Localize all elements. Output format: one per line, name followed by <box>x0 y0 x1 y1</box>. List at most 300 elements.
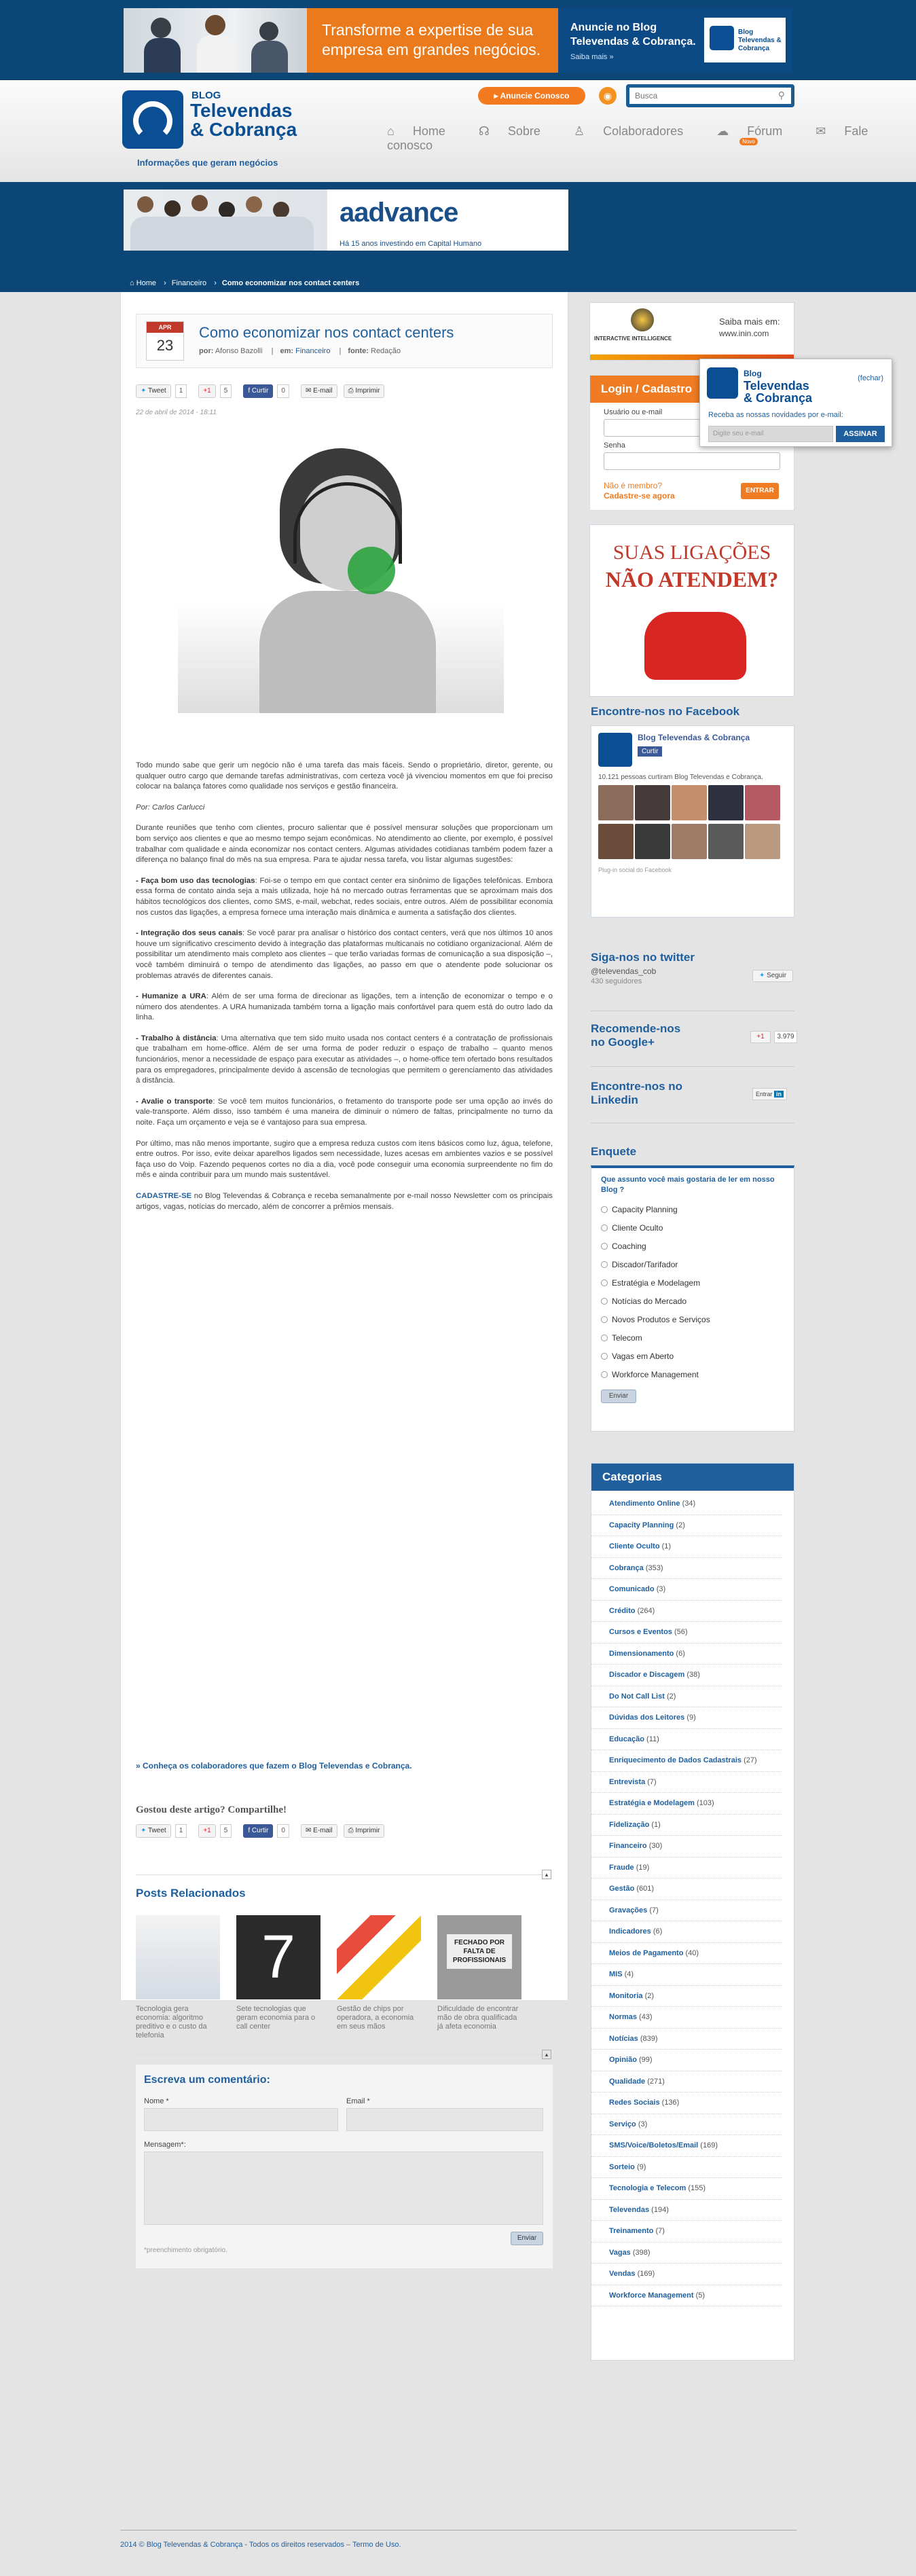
linkedin-icon: in <box>774 1091 784 1097</box>
radio-icon[interactable] <box>601 1280 608 1286</box>
category-count: (4) <box>624 1970 634 1978</box>
message-field[interactable] <box>144 2152 543 2225</box>
linkedin-button-label: Entrar <box>756 1091 773 1097</box>
category-item[interactable] <box>591 1665 782 1686</box>
divider <box>591 1066 794 1067</box>
category-name[interactable]: Normas <box>609 2013 637 2021</box>
poll-option[interactable] <box>591 1366 794 1384</box>
post-paragraph: Todo mundo sabe que gerir um negócio não é uma tarefa das mais fáceis. Sendo o proprietário, diretor, gerente, ou qualquer outro cargo que demande tarefas administrativas, com certeza você já vivenciou momentos em que foi preciso colocar na balança fatores como qualidade nos serviços e gestão financeira. <box>136 761 553 791</box>
poll-option[interactable] <box>591 1274 794 1292</box>
post-paragraph <box>136 992 553 1023</box>
gplus-widget-button[interactable]: +1 <box>750 1031 771 1043</box>
email-share-label: E-mail <box>313 1827 333 1834</box>
meta-source: Redação <box>371 347 401 355</box>
print-button[interactable] <box>344 384 385 398</box>
category-item[interactable] <box>591 1579 782 1601</box>
category-item[interactable] <box>591 1772 782 1794</box>
twitter-icon: ✦ <box>141 387 147 395</box>
category-count: (194) <box>651 2205 669 2214</box>
linkedin-title <box>591 1080 682 1107</box>
fb-like-button[interactable] <box>243 1824 273 1838</box>
category-count: (169) <box>637 2270 655 2278</box>
tip-title: - Humanize a URA <box>136 992 206 1001</box>
related-post-item[interactable] <box>136 1915 220 2040</box>
fb-plugin-label: Plug-in social do Facebook <box>598 867 672 873</box>
top-ad-band <box>0 0 916 80</box>
category-name[interactable]: Dimensionamento <box>609 1649 674 1658</box>
fb-like-count: 0 <box>277 1824 289 1838</box>
category-count: (2) <box>644 1991 655 2000</box>
aadvance-banner[interactable] <box>124 189 568 251</box>
category-name[interactable]: MIS <box>609 1970 623 1978</box>
category-item[interactable] <box>591 1900 782 1922</box>
category-item[interactable] <box>591 2029 782 2050</box>
email-share-button[interactable] <box>301 384 337 398</box>
nav-home-label: Home <box>412 124 445 138</box>
nav-sobre[interactable] <box>479 124 555 138</box>
category-name[interactable]: Entrevista <box>609 1777 646 1786</box>
category-name[interactable]: Tecnologia e Telecom <box>609 2184 686 2192</box>
category-name[interactable]: Educação <box>609 1735 644 1743</box>
popup-title-1: Televendas <box>744 379 809 393</box>
search-icon[interactable]: ⚲ <box>777 90 785 101</box>
category-name[interactable]: Do Not Call List <box>609 1692 665 1701</box>
nav-home[interactable] <box>387 124 460 138</box>
red-phone-icon <box>644 612 746 680</box>
email-label: Email * <box>346 2097 370 2105</box>
poll-option-label: Workforce Management <box>612 1370 699 1379</box>
category-item[interactable] <box>591 1964 782 1986</box>
category-count: (155) <box>688 2184 706 2192</box>
related-post-image-text: FECHADO POR FALTA DE PROFISSIONAIS <box>447 1934 512 1969</box>
scroll-top-icon[interactable]: ▴ <box>542 2050 551 2059</box>
gplus-widget-count: 3.979 <box>774 1031 797 1043</box>
radio-icon[interactable] <box>601 1353 608 1360</box>
post-body <box>136 761 553 1222</box>
phone-ad-line2: NÃO ATENDEM? <box>605 567 779 592</box>
facebook-widget <box>591 725 794 918</box>
category-name[interactable]: Atendimento Online <box>609 1500 680 1508</box>
poll-submit-button[interactable]: Enviar <box>601 1390 636 1403</box>
fb-like-button[interactable] <box>243 384 273 398</box>
category-item[interactable] <box>591 2007 782 2029</box>
post-paragraph <box>136 1191 553 1212</box>
linkedin-button[interactable] <box>752 1088 787 1100</box>
meta-author[interactable]: Afonso Bazolli <box>215 347 263 355</box>
poll-options <box>591 1201 794 1384</box>
popup-subscribe-button[interactable]: ASSINAR <box>836 426 885 442</box>
tweet-count: 1 <box>175 1824 187 1838</box>
post-date: 22 de abril de 2014 - 18:11 <box>136 409 217 416</box>
poll-option[interactable] <box>591 1201 794 1219</box>
category-item[interactable] <box>591 1986 782 2008</box>
tip-text: : Foi-se o tempo em que contact center era sinônimo de ligações telefônicas. Embora essa forma de contato ainda seja a mais utilizada, hoje há no mercado outras ferramentas que se aproximam mais dos hábitos tecnológicos dos clientes, como SMS, e-mail, webchat, redes sociais, entre outros. Além de possibilitar economia nos custos das ligações, a empresa fornece uma interação mais dinâmica e aumenta a satisfação dos clientes. <box>136 876 553 917</box>
poll-question: Que assunto você mais gostaria de ler em nosso Blog ? <box>601 1176 775 1194</box>
comment-submit-button[interactable]: Enviar <box>511 2232 543 2245</box>
ii-text: Saiba mais em: <box>719 316 780 327</box>
category-item[interactable] <box>591 1601 782 1622</box>
category-count: (38) <box>686 1671 700 1679</box>
gplus-title <box>591 1022 680 1049</box>
related-post-caption: Gestão de chips por operadora, a economia em seus mãos <box>337 2005 414 2031</box>
category-item[interactable] <box>591 1836 782 1857</box>
category-name[interactable]: Notícias <box>609 2034 638 2043</box>
collaborators-link[interactable]: » Conheça os colaboradores que fazem o Blog Televendas e Cobrança. <box>136 1761 412 1771</box>
date-badge <box>146 321 184 361</box>
poll-option-label: Vagas em Aberto <box>612 1352 674 1361</box>
category-name[interactable]: Televendas <box>609 2205 650 2214</box>
category-count: (103) <box>697 1799 714 1807</box>
category-name[interactable]: Cursos e Eventos <box>609 1628 672 1636</box>
radio-icon[interactable] <box>601 1261 608 1268</box>
category-name[interactable]: Meios de Pagamento <box>609 1948 684 1957</box>
popup-title-blog: Blog <box>744 369 762 378</box>
category-name[interactable]: Discador e Discagem <box>609 1671 685 1679</box>
chat-icon: ☁ <box>716 124 733 138</box>
category-item[interactable] <box>591 1921 782 1943</box>
category-count: (40) <box>685 1948 699 1957</box>
category-name[interactable]: Gestão <box>609 1885 635 1893</box>
popup-text: Receba as nossas novidades por e-mail: <box>708 411 843 419</box>
category-name[interactable]: Serviço <box>609 2120 636 2128</box>
category-name[interactable]: SMS/Voice/Boletos/Email <box>609 2141 699 2149</box>
category-count: (2) <box>666 1692 676 1701</box>
category-name[interactable]: Vendas <box>609 2270 636 2278</box>
breadcrumb-home[interactable]: Home <box>136 279 157 287</box>
poll-option-label: Discador/Tarifador <box>612 1260 678 1269</box>
category-count: (6) <box>653 1927 663 1936</box>
main-content <box>120 292 568 2254</box>
category-item[interactable] <box>591 1558 782 1580</box>
poll-option-label: Capacity Planning <box>612 1205 678 1214</box>
category-count: (3) <box>638 2120 648 2128</box>
category-name[interactable]: Dúvidas dos Leitores <box>609 1713 685 1722</box>
category-name[interactable]: Cobrança <box>609 1563 644 1572</box>
poll-option-label: Cliente Oculto <box>612 1223 663 1233</box>
banner-people-photo <box>124 189 327 251</box>
ad-cta-panel[interactable] <box>558 8 792 73</box>
poll-option[interactable] <box>591 1311 794 1329</box>
category-count: (11) <box>646 1735 659 1743</box>
search-box[interactable] <box>626 84 794 107</box>
category-count: (9) <box>686 1713 696 1722</box>
category-name[interactable]: Treinamento <box>609 2227 654 2235</box>
category-count: (7) <box>655 2227 665 2235</box>
category-count: (3) <box>656 1585 666 1593</box>
category-count: (2) <box>676 1521 685 1529</box>
poll-option[interactable] <box>591 1292 794 1311</box>
advertise-label: Anuncie Conosco <box>500 91 570 101</box>
category-count: (169) <box>700 2141 718 2149</box>
radio-icon[interactable] <box>601 1298 608 1305</box>
category-item[interactable] <box>591 2178 782 2200</box>
scroll-top-icon[interactable]: ▴ <box>542 1870 551 1879</box>
fb-like-count: 0 <box>277 384 289 398</box>
categories-widget <box>591 1463 794 2361</box>
fb-like-label: Curtir <box>251 387 269 395</box>
related-post-caption: Dificuldade de encontrar mão de obra qualificada já afeta economia <box>437 2005 519 2031</box>
category-name[interactable]: Monitoria <box>609 1991 643 2000</box>
category-name[interactable]: Estratégia e Modelagem <box>609 1799 695 1807</box>
poll-option[interactable] <box>591 1329 794 1347</box>
ad-logo <box>704 18 786 62</box>
top-ad-banner[interactable] <box>124 8 792 73</box>
category-count: (398) <box>632 2248 651 2257</box>
category-name[interactable]: Sorteio <box>609 2162 635 2171</box>
category-name[interactable]: Fidelização <box>609 1820 650 1829</box>
category-item[interactable] <box>591 2114 782 2136</box>
mail-icon: ✉ <box>816 124 830 138</box>
gplus-count: 5 <box>220 1824 232 1838</box>
fb-like-label: Curtir <box>251 1827 269 1834</box>
phone-ad[interactable] <box>589 524 794 697</box>
category-item[interactable] <box>591 2135 782 2157</box>
categories-title: Categorias <box>602 1470 662 1483</box>
banner-brand: aadvance <box>340 198 458 228</box>
category-count: (1) <box>651 1820 661 1829</box>
radio-icon[interactable] <box>601 1224 608 1231</box>
category-name[interactable]: Comunicado <box>609 1585 655 1593</box>
email-share-label: E-mail <box>313 387 333 395</box>
fb-like-button[interactable] <box>638 746 662 757</box>
popup-logo-text <box>744 367 812 404</box>
tweet-count: 1 <box>175 384 187 398</box>
category-name[interactable]: Financeiro <box>609 1842 647 1850</box>
gplus-title-2: no Google+ <box>591 1036 655 1049</box>
poll-option-label: Telecom <box>612 1333 642 1343</box>
meta-category[interactable]: Financeiro <box>295 347 331 355</box>
category-item[interactable] <box>591 1707 782 1729</box>
category-name[interactable]: Crédito <box>609 1606 636 1615</box>
post-title: Como economizar nos contact centers <box>199 324 454 341</box>
category-item[interactable] <box>591 2092 782 2114</box>
related-post-item[interactable] <box>437 1915 521 2031</box>
login-pass-field[interactable] <box>604 452 780 470</box>
facebook-icon: f <box>248 1827 251 1834</box>
login-submit-button[interactable]: ENTRAR <box>741 483 779 499</box>
radio-icon[interactable] <box>601 1371 608 1378</box>
popup-email-field[interactable] <box>708 426 833 442</box>
radio-icon[interactable] <box>601 1335 608 1341</box>
headset-icon: ☊ <box>478 124 493 138</box>
ad-photo <box>124 8 307 73</box>
category-item[interactable] <box>591 1815 782 1836</box>
comment-form-title: Escreva um comentário: <box>144 2074 270 2086</box>
category-item[interactable] <box>591 1493 782 1515</box>
category-item[interactable] <box>591 2050 782 2071</box>
category-item[interactable] <box>591 2221 782 2243</box>
category-item[interactable] <box>591 1793 782 1815</box>
category-count: (601) <box>636 1885 655 1893</box>
category-item[interactable] <box>591 1879 782 1900</box>
email-field[interactable] <box>346 2108 543 2131</box>
signup-link[interactable]: CADASTRE-SE <box>136 1192 192 1200</box>
category-name[interactable]: Vagas <box>609 2248 631 2257</box>
post-paragraph: Por último, mas não menos importante, sugiro que a empresa reduza custos com itens básicos como luz, água, telefone, entre outros. Por isso, evite deixar aparelhos ligados sem necessidade, luzes acesas em ambientes vazios e se possível faça uso do Voip. Fazendo pequenos cortes no dia a dia, você pode conseguir uma economia surpreendente no fim do mês e ainda contribuir para um mundo mais sustentável. <box>136 1139 553 1180</box>
logo-title-line2: & Cobrança <box>190 119 297 140</box>
category-count: (99) <box>639 2056 653 2064</box>
poll-option[interactable] <box>591 1219 794 1237</box>
related-post-item[interactable] <box>236 1915 320 2031</box>
category-name[interactable]: Workforce Management <box>609 2291 694 2300</box>
tweet-button[interactable] <box>136 384 171 398</box>
category-item[interactable] <box>591 1536 782 1558</box>
twitter-follow-button[interactable] <box>752 970 793 982</box>
facebook-icon: f <box>248 387 251 395</box>
home-icon: ⌂ <box>387 124 398 138</box>
tip-title: - Avalie o transporte <box>136 1097 213 1106</box>
category-item[interactable] <box>591 1515 782 1537</box>
category-item[interactable] <box>591 2285 782 2307</box>
linkedin-title-1: Encontre-nos no <box>591 1080 683 1093</box>
category-name[interactable]: Qualidade <box>609 2077 646 2086</box>
share-bar-top <box>136 384 388 398</box>
login-pass-label: Senha <box>604 441 625 450</box>
radio-icon[interactable] <box>601 1243 608 1250</box>
category-count: (9) <box>636 2162 646 2171</box>
print-button[interactable] <box>344 1824 385 1838</box>
tip-text: : Além de ser uma forma de direcionar as ligações, tem a intenção de economizar o tempo e o número dos atendentes. A URA humanizada também torna a ligação mais confortável para quem está do outro lado da linha. <box>136 992 553 1022</box>
category-item[interactable] <box>591 2264 782 2285</box>
post-paragraph <box>136 1034 553 1087</box>
tweet-label: Tweet <box>148 1827 166 1834</box>
category-count: (6) <box>676 1649 685 1658</box>
name-label: Nome * <box>144 2097 169 2105</box>
category-name[interactable]: Gravações <box>609 1906 648 1915</box>
footer-text: 2014 © Blog Televendas & Cobrança - Todos os direitos reservados – Termo de Uso. <box>120 2541 401 2549</box>
category-item[interactable] <box>591 1943 782 1965</box>
tweet-button[interactable] <box>136 1824 171 1838</box>
footer-terms-link[interactable]: Termo de Uso. <box>352 2541 401 2549</box>
category-count: (271) <box>647 2077 665 2086</box>
twitter-icon: ✦ <box>758 972 765 979</box>
category-count: (43) <box>639 2013 653 2021</box>
category-item[interactable] <box>591 1644 782 1665</box>
fb-like-label: Curtir <box>642 748 659 755</box>
post-meta: por: Afonso Bazolli | em: Financeiro | fonte: Redação <box>199 347 401 355</box>
twitter-handle[interactable]: @televendas_cob <box>591 966 657 976</box>
name-field[interactable] <box>144 2108 338 2131</box>
category-name[interactable]: Enriquecimento de Dados Cadastrais <box>609 1756 741 1764</box>
post-paragraph <box>136 876 553 918</box>
logo-blog-label: BLOG <box>191 90 221 101</box>
twitter-icon: ✦ <box>141 1827 147 1834</box>
related-post-item[interactable] <box>337 1915 421 2031</box>
nav-colaboradores[interactable] <box>574 124 698 138</box>
category-count: (19) <box>636 1863 650 1872</box>
nav-forum[interactable] <box>716 124 801 145</box>
gplus-button[interactable] <box>198 384 215 398</box>
category-item[interactable] <box>591 1686 782 1708</box>
category-name[interactable]: Redes Sociais <box>609 2099 660 2107</box>
main-nav <box>387 124 916 153</box>
related-post-image <box>136 1915 220 1999</box>
email-share-button[interactable] <box>301 1824 337 1838</box>
advertise-button[interactable] <box>478 87 585 105</box>
linkedin-title-2: Linkedin <box>591 1093 638 1106</box>
radio-icon[interactable] <box>601 1316 608 1323</box>
category-item[interactable] <box>591 2157 782 2179</box>
related-post-caption: Tecnologia gera economia: algoritmo preditivo e o custo da telefonia <box>136 2005 207 2039</box>
categories-header <box>591 1464 794 1491</box>
related-post-image: 7 <box>236 1915 320 1999</box>
category-name[interactable]: Opinião <box>609 2056 637 2064</box>
rss-icon[interactable]: ◉ <box>599 87 617 105</box>
category-item[interactable] <box>591 2200 782 2221</box>
home-icon: ⌂ <box>130 279 136 287</box>
footer-copyright: 2014 © Blog Televendas & Cobrança - Todos os direitos reservados <box>120 2541 344 2549</box>
print-label: Imprimir <box>355 1827 380 1834</box>
share-bar-bottom <box>136 1824 388 1838</box>
popup-close-link[interactable]: (fechar) <box>858 374 883 382</box>
category-name[interactable]: Cliente Oculto <box>609 1542 660 1550</box>
headset-logo-icon[interactable] <box>122 90 183 149</box>
category-item[interactable] <box>591 1857 782 1879</box>
category-name[interactable]: Fraude <box>609 1863 634 1872</box>
twitter-followers: 430 seguidores <box>591 977 642 985</box>
fb-faces <box>598 785 787 863</box>
category-item[interactable] <box>591 2071 782 2093</box>
ad-cta-link[interactable]: Saiba mais » <box>570 53 614 61</box>
popup-email-placeholder: Digite seu e-mail <box>713 430 764 437</box>
printer-icon: ⎙ <box>348 1827 354 1834</box>
login-signup-link[interactable]: Cadastre-se agora <box>604 491 675 501</box>
banner-tagline: Há 15 anos investindo em Capital Humano <box>340 240 482 248</box>
poll-option[interactable] <box>591 1347 794 1366</box>
category-count: (56) <box>674 1628 688 1636</box>
tip-text: : Uma alternativa que tem sido muito usada nos contact centers é a contratação de profissionais que trabalham em home-office. Além de ser uma forma de poder reduzir o espaço de trabalho – quanto menos funcionários, menor a necessidade de espaço para executar as atividades –, o home-office tem ofertado bons resultados para os empregadores, principalmente devido à ascensão de tecnologias que permitem o gerenciamento das atividades à distância. <box>136 1034 553 1085</box>
tip-title: - Integração dos seus canais <box>136 929 242 938</box>
category-item[interactable] <box>591 2243 782 2264</box>
poll-option[interactable] <box>591 1256 794 1274</box>
poll-option-label: Coaching <box>612 1241 646 1251</box>
nav-forum-badge: Novo <box>739 138 758 145</box>
site-logo[interactable] <box>190 90 297 139</box>
fb-page-name[interactable]: Blog Televendas & Cobrança <box>638 733 750 742</box>
categories-list <box>591 1491 794 2306</box>
category-name[interactable]: Capacity Planning <box>609 1521 674 1529</box>
gplus-title-1: Recomende-nos <box>591 1022 681 1035</box>
nav-forum-label: Fórum <box>747 124 783 138</box>
category-name[interactable]: Indicadores <box>609 1927 651 1936</box>
facebook-title: Encontre-nos no Facebook <box>591 705 740 718</box>
twitter-follow-label: Seguir <box>767 972 787 979</box>
breadcrumb-category[interactable]: Financeiro <box>171 279 207 287</box>
breadcrumb-current: Como economizar nos contact centers <box>221 279 360 287</box>
category-count: (34) <box>682 1500 696 1508</box>
login-not-member: Não é membro? <box>604 481 663 490</box>
ad-cta-title: Anuncie no Blog Televendas & Cobrança. <box>570 22 696 48</box>
meta-author-label: por: <box>199 347 214 355</box>
category-count: (7) <box>647 1777 657 1786</box>
popup-logo-icon <box>707 367 738 399</box>
poll-option-label: Notícias do Mercado <box>612 1296 687 1306</box>
category-item[interactable] <box>591 1729 782 1751</box>
post-header-box <box>136 314 553 368</box>
category-count: (7) <box>649 1906 659 1915</box>
interactive-intelligence-ad[interactable] <box>589 302 794 361</box>
search-input[interactable] <box>629 88 791 104</box>
signup-text: no Blog Televendas & Cobrança e receba semanalmente por e-mail nosso Newsletter com os principais artigos, vagas, notícias do mercado, além de concorrer a prêmios mensais. <box>136 1192 553 1211</box>
poll-widget <box>591 1165 794 1432</box>
gplus-button[interactable] <box>198 1824 215 1838</box>
radio-icon[interactable] <box>601 1206 608 1213</box>
meta-category-label: em: <box>280 347 294 355</box>
ad-logo-text: Blog Televendas & Cobrança <box>738 29 782 52</box>
category-item[interactable] <box>591 1622 782 1644</box>
poll-option[interactable] <box>591 1237 794 1256</box>
category-item[interactable] <box>591 1750 782 1772</box>
